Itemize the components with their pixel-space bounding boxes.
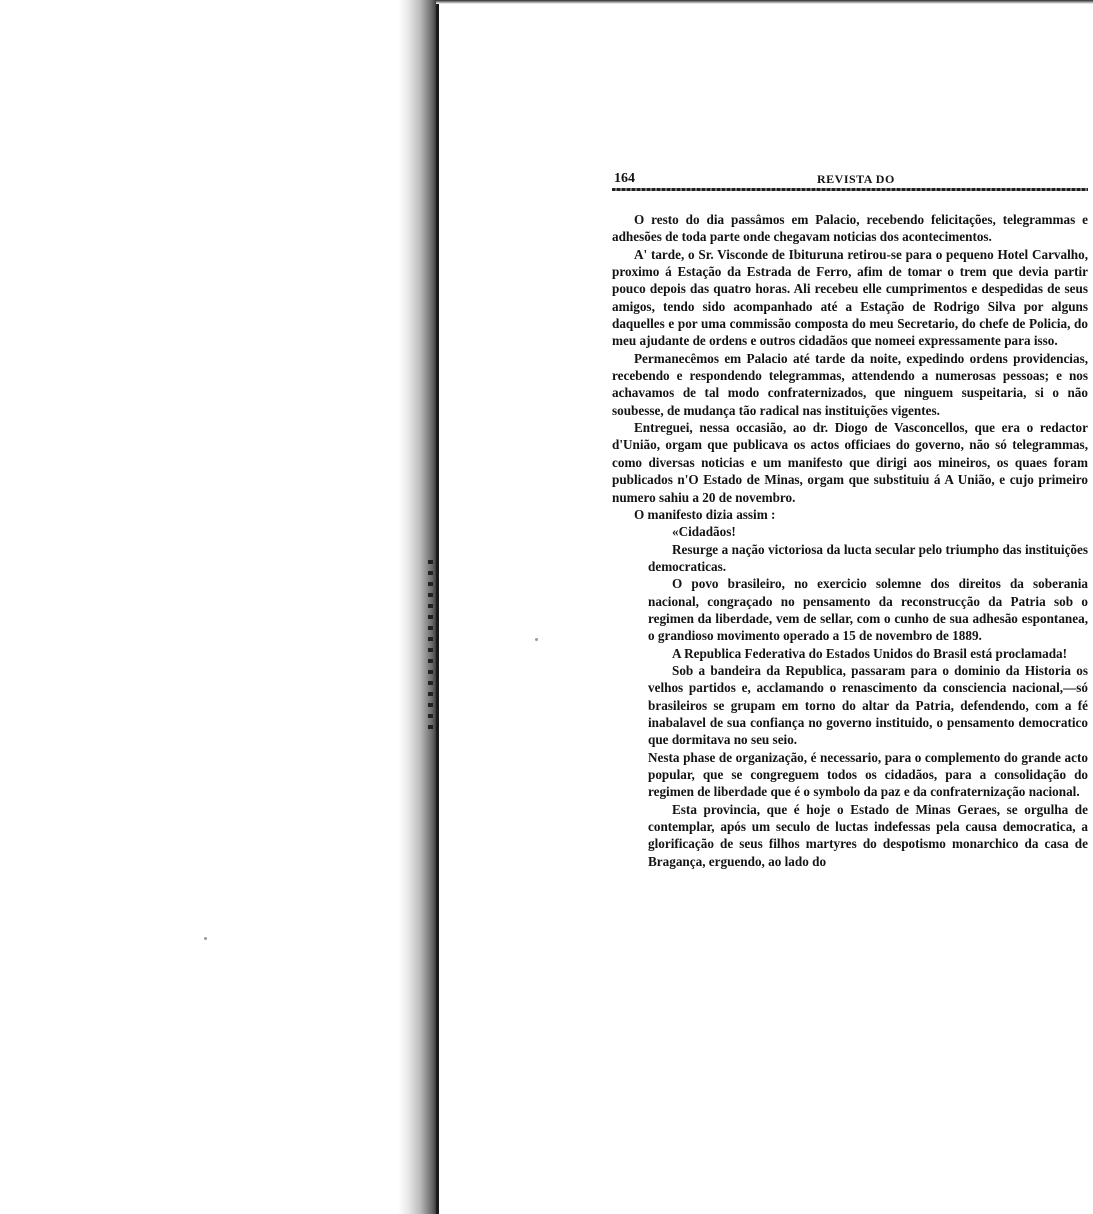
page-number: 164	[614, 171, 635, 186]
paper-speck	[204, 937, 207, 940]
paragraph: Entreguei, nessa occasião, ao dr. Diogo de Vasconcellos, que era o redactor d'União, orgam que publicava os actos officiaes do governo, não só telegrammas, como diversas noticias e um manifesto que dirigi aos mineiros, os quaes foram publicados n'O Estado de Minas, orgam que substituiu á A União, e cujo primeiro numero sahiu a 20 de novembro.	[612, 420, 1088, 505]
paragraph: O resto do dia passâmos em Palacio, recebendo felicitações, telegrammas e adhesões de toda parte onde chegavam noticias dos acontecimentos.	[612, 212, 1088, 245]
book-page	[612, 171, 1088, 870]
header-rule	[612, 188, 1088, 191]
running-title: REVISTA DO	[817, 172, 895, 186]
manifesto-paragraph: O povo brasileiro, no exercicio solemne dos direitos da soberania nacional, congraçado no pensamento da reconstrucção da Patria sob o regimen da liberdade, vem de sellar, com o cunho de sua adhesão espontanea, o grandioso movimento operado a 15 de novembro de 1889.	[648, 576, 1088, 644]
spine-stitching	[428, 560, 433, 730]
page-top-edge	[436, 0, 1093, 4]
manifesto-paragraph: A Republica Federativa do Estados Unidos do Brasil está proclamada!	[672, 645, 1068, 661]
manifesto-paragraph: Esta provincia, que é hoje o Estado de Minas Geraes, se orgulha de contemplar, após um seculo de luctas indefessas pela causa democratica, a glorificação de seus filhos martyres do despotismo monarchico da casa de Bragança, erguendo, ao lado do	[648, 801, 1088, 869]
paper-speck	[535, 638, 538, 641]
book-spine	[436, 0, 439, 1214]
manifesto-paragraph: Resurge a nação victoriosa da lucta secular pelo triumpho das instituições democraticas.	[648, 541, 1088, 574]
manifesto-paragraph: «Cidadãos!	[672, 524, 736, 540]
paragraph: O manifesto dizia assim :	[634, 506, 776, 522]
paragraph: A' tarde, o Sr. Visconde de Ibituruna retirou-se para o pequeno Hotel Carvalho, proximo á Estação da Estrada de Ferro, afim de tomar o trem que devia partir pouco depois das quatro horas. Ali recebeu elle cumprimentos e despedidas de seus amigos, tendo sido acompanhado até a Estação de Rodrigo Silva por alguns daquelles e por uma commissão composta do meu Secretario, do chefe de Policia, do meu ajudante de ordens e outros cidadãos que nomeei expressamente para isso.	[612, 246, 1088, 349]
page-header	[612, 171, 1088, 186]
page-body	[612, 211, 1088, 870]
paragraph: Permanecêmos em Palacio até tarde da noite, expedindo ordens providencias, recebendo e respondendo telegrammas, attendendo a numerosas pessoas; e nos achavamos de tal modo confraternizados, que ninguem suspeitaria, si o não soubesse, de mudança tão radical nas instituições vigentes.	[612, 350, 1088, 418]
manifesto-paragraph: Sob a bandeira da Republica, passaram para o dominio da Historia os velhos partidos e, acclamando o renascimento da consciencia nacional,—só brasileiros se grupam em torno do altar da Patria, defendendo, com a fé inabalavel de sua confiança no governo instituido, o pensamento democratico que dormitava no seu seio.	[648, 662, 1088, 748]
manifesto-paragraph: Nesta phase de organização, é necessario, para o complemento do grande acto popular, que se congreguem todos os cidadãos, para a consolidação do regimen de liberdade que é o symbolo da paz e da confraternização nacional.	[648, 749, 1088, 800]
